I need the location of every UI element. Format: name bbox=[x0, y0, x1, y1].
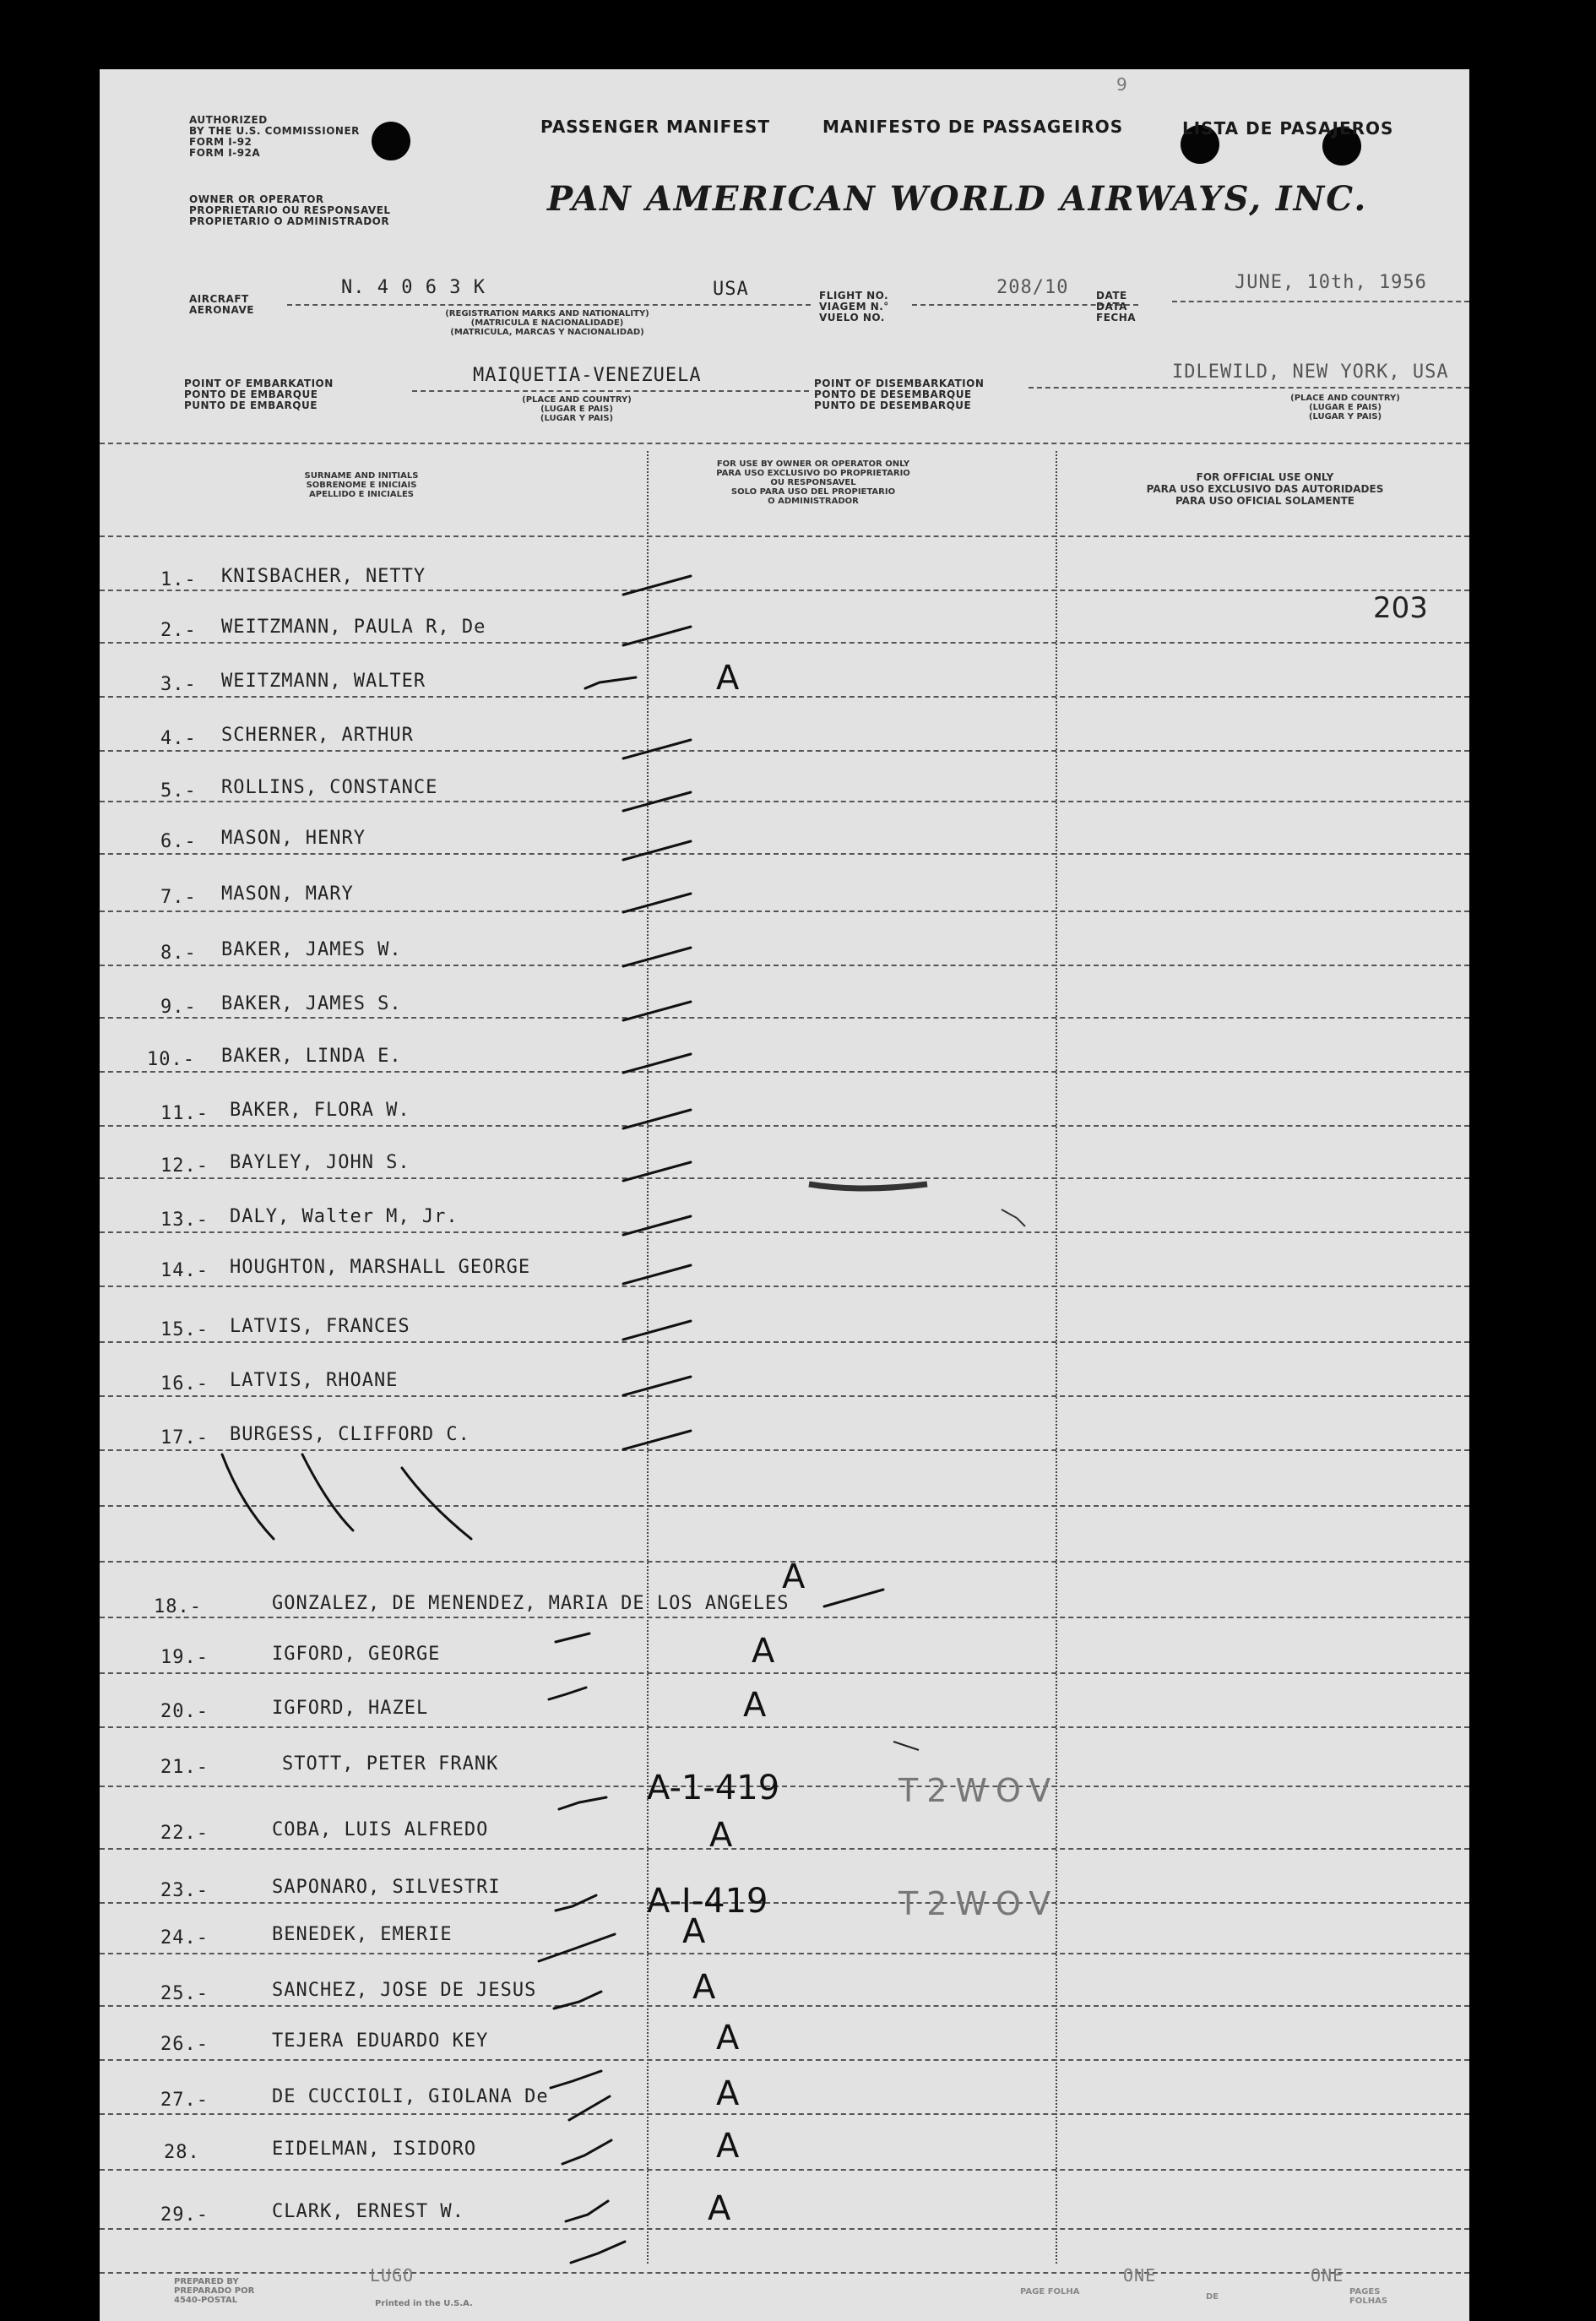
form-text-line: BY THE U.S. COMMISSIONER bbox=[189, 125, 360, 137]
operator-mark: A bbox=[716, 2019, 740, 2057]
row-rule bbox=[100, 2113, 1469, 2115]
passenger-name: CLARK, ERNEST W. bbox=[272, 2201, 464, 2222]
column-header-line: SOLO PARA USO DEL PROPIETARIO bbox=[730, 487, 896, 497]
aircraft-nationality: USA bbox=[713, 279, 749, 300]
flight-label-line: FLIGHT NO. bbox=[819, 290, 889, 302]
form-text-line: AUTHORIZED bbox=[189, 114, 268, 126]
column-header-line: OU RESPONSAVEL bbox=[770, 478, 856, 487]
form-text-line: FORM I-92 bbox=[189, 136, 252, 148]
passenger-number: 6.- bbox=[160, 831, 197, 852]
disembark-place-label bbox=[1248, 394, 1442, 421]
passenger-number: 18.- bbox=[154, 1596, 202, 1617]
disembark-place: IDLEWILD, NEW YORK, USA bbox=[1172, 361, 1449, 383]
page-label-text: PAGES bbox=[1349, 2287, 1381, 2297]
passenger-name: GONZALEZ, DE MENENDEZ, MARIA DE LOS ANGELES bbox=[272, 1593, 790, 1614]
embark-label-line: PUNTO DE EMBARQUE bbox=[184, 400, 318, 411]
column-header-line: FOR OFFICIAL USE ONLY bbox=[1196, 471, 1334, 483]
flight-label-line: VIAGEM N.° bbox=[819, 301, 889, 313]
registration-label-line: (MATRICULA, MARCAS Y NACIONALIDAD) bbox=[450, 328, 644, 337]
footer-rule bbox=[100, 2272, 1469, 2274]
row-rule bbox=[100, 1617, 1469, 1618]
passenger-name: TEJERA EDUARDO KEY bbox=[272, 2030, 489, 2052]
names-column-header bbox=[235, 471, 488, 499]
passenger-number: 15.- bbox=[160, 1319, 209, 1340]
disembark-label-line: PUNTO DE DESEMBARQUE bbox=[814, 400, 972, 411]
page-label-text: PAGE bbox=[1020, 2287, 1045, 2297]
row-rule bbox=[100, 1125, 1469, 1127]
column-header-line: APELLIDO E INICIALES bbox=[309, 490, 414, 499]
operator-mark: A bbox=[682, 1912, 706, 1951]
cancel-stroke bbox=[824, 1590, 883, 1606]
flight-number: 208/10 bbox=[996, 277, 1069, 298]
operator-mark: A bbox=[743, 1686, 767, 1725]
operator-mark: A bbox=[752, 1632, 775, 1671]
check-slash bbox=[623, 1265, 691, 1284]
column-divider bbox=[1056, 451, 1057, 2264]
check-slash bbox=[623, 1054, 691, 1073]
passenger-name: MASON, HENRY bbox=[221, 828, 366, 849]
row-rule bbox=[100, 2059, 1469, 2061]
page-label-text: FOLHA bbox=[1047, 2287, 1080, 2297]
aircraft-registration: N. 4 0 6 3 K bbox=[341, 277, 486, 298]
row-rule bbox=[100, 1726, 1469, 1728]
official-column-header bbox=[1071, 471, 1459, 507]
column-header-line: PARA USO EXCLUSIVO DAS AUTORIDADES bbox=[1146, 483, 1384, 495]
table-top-rule bbox=[100, 443, 1469, 444]
operator-mark: A bbox=[716, 2074, 740, 2113]
cancel-stroke bbox=[302, 1454, 353, 1530]
passenger-name: STOTT, PETER FRANK bbox=[282, 1753, 499, 1775]
column-header-line: SURNAME AND INITIALS bbox=[304, 471, 419, 481]
row-rule bbox=[100, 1017, 1469, 1019]
passenger-name: ROLLINS, CONSTANCE bbox=[221, 777, 438, 798]
passenger-name: BURGESS, CLIFFORD C. bbox=[230, 1424, 470, 1445]
row-rule bbox=[100, 1177, 1469, 1179]
row-rule bbox=[100, 965, 1469, 966]
form-authority bbox=[189, 115, 360, 159]
row-rule bbox=[100, 2169, 1469, 2171]
prepared-label-line: PREPARED BY bbox=[174, 2277, 239, 2286]
tick-mark bbox=[585, 677, 636, 688]
date-label-line: FECHA bbox=[1096, 312, 1137, 323]
passenger-number: 1.- bbox=[160, 569, 197, 590]
passenger-number: 11.- bbox=[160, 1103, 209, 1124]
row-rule bbox=[100, 801, 1469, 802]
title-english: PASSENGER MANIFEST bbox=[540, 117, 770, 137]
place-label-line: (LUGAR Y PAIS) bbox=[540, 414, 614, 423]
embark-place-label bbox=[480, 395, 674, 423]
passenger-number: 29.- bbox=[160, 2204, 209, 2226]
passenger-name: IGFORD, GEORGE bbox=[272, 1644, 441, 1665]
passenger-number: 27.- bbox=[160, 2090, 209, 2111]
tick-mark bbox=[556, 1633, 589, 1642]
place-label-line: (PLACE AND COUNTRY) bbox=[1290, 394, 1400, 403]
row-rule bbox=[100, 1953, 1469, 1954]
passenger-number: 20.- bbox=[160, 1701, 209, 1722]
passenger-name: BAKER, LINDA E. bbox=[221, 1046, 402, 1067]
passenger-number: 21.- bbox=[160, 1757, 209, 1778]
tick-mark bbox=[539, 1934, 615, 1961]
passenger-name: WEITZMANN, PAULA R, De bbox=[221, 617, 486, 638]
tick-mark bbox=[559, 1797, 606, 1809]
date-label-line: DATA bbox=[1096, 301, 1127, 313]
operator-mark: A bbox=[708, 2189, 731, 2228]
row-rule bbox=[100, 1286, 1469, 1287]
operator-mark: A-I-419 bbox=[647, 1882, 768, 1921]
passenger-number: 7.- bbox=[160, 887, 197, 908]
row-rule bbox=[100, 1786, 1469, 1787]
disembark-label-line: PONTO DE DESEMBARQUE bbox=[814, 389, 972, 400]
row-rule bbox=[100, 642, 1469, 644]
passenger-name: EIDELMAN, ISIDORO bbox=[272, 2139, 477, 2160]
passenger-number: 28. bbox=[164, 2142, 200, 2163]
place-label-line: (LUGAR Y PAIS) bbox=[1308, 412, 1382, 421]
row-rule bbox=[100, 1449, 1469, 1451]
underline-mark bbox=[893, 1742, 919, 1750]
place-label-line: (LUGAR E PAIS) bbox=[540, 405, 613, 414]
operator-mark: A bbox=[692, 1968, 716, 2007]
check-slash bbox=[623, 1431, 691, 1449]
passenger-number: 12.- bbox=[160, 1155, 209, 1177]
row-rule bbox=[100, 1505, 1469, 1507]
check-slashes bbox=[623, 576, 691, 1449]
tick-mark bbox=[562, 2140, 611, 2164]
embark-place: MAIQUETIA-VENEZUELA bbox=[473, 365, 702, 386]
passenger-name: BAKER, FLORA W. bbox=[230, 1100, 410, 1121]
passenger-number: 4.- bbox=[160, 728, 197, 749]
passenger-number: 8.- bbox=[160, 943, 197, 964]
column-header-line: FOR USE BY OWNER OR OPERATOR ONLY bbox=[716, 459, 910, 469]
registration-label bbox=[378, 309, 716, 337]
embark-label-line: POINT OF EMBARKATION bbox=[184, 378, 334, 389]
passenger-number: 2.- bbox=[160, 620, 197, 641]
passenger-number: 25.- bbox=[160, 1983, 209, 2004]
row-rule bbox=[100, 590, 1469, 591]
registration-label-line: (MATRICULA E NACIONALIDADE) bbox=[470, 318, 624, 328]
passenger-name: IGFORD, HAZEL bbox=[272, 1698, 429, 1719]
passenger-name: COBA, LUIS ALFREDO bbox=[272, 1819, 489, 1840]
aircraft-label-line: AERONAVE bbox=[189, 304, 254, 316]
column-header-line: O ADMINISTRADOR bbox=[768, 497, 859, 506]
flight-label bbox=[819, 291, 889, 323]
operator-mark: A bbox=[709, 1816, 733, 1855]
page-of: ONE bbox=[1123, 2265, 1157, 2286]
row-rule bbox=[100, 1672, 1469, 1674]
tick-mark bbox=[549, 1688, 586, 1699]
prepared-label bbox=[174, 2277, 254, 2305]
aircraft-underline bbox=[287, 304, 811, 306]
passenger-name: HOUGHTON, MARSHALL GEORGE bbox=[230, 1257, 531, 1278]
row-rule bbox=[100, 1341, 1469, 1343]
disembark-label-line: POINT OF DISEMBARKATION bbox=[814, 378, 985, 389]
title-portuguese: MANIFESTO DE PASSAGEIROS bbox=[822, 117, 1124, 137]
embark-underline bbox=[412, 390, 809, 392]
tick-mark bbox=[566, 2201, 608, 2221]
passenger-name: SCHERNER, ARTHUR bbox=[221, 725, 414, 746]
tick-mark bbox=[551, 2071, 601, 2088]
title-spanish: LISTA DE PASAJEROS bbox=[1182, 118, 1394, 139]
passenger-number: 9.- bbox=[160, 997, 197, 1018]
tick-marks bbox=[539, 677, 636, 2263]
row-rule bbox=[100, 535, 1469, 537]
cancel-stroke bbox=[222, 1454, 274, 1539]
column-divider bbox=[647, 451, 649, 2264]
prepared-by: LUGO bbox=[370, 2265, 415, 2286]
row-rule bbox=[100, 853, 1469, 855]
page-mark: 9 bbox=[1116, 74, 1127, 95]
passenger-number: 22.- bbox=[160, 1823, 209, 1844]
check-slash bbox=[623, 1321, 691, 1340]
smudge-mark bbox=[1002, 1209, 1025, 1226]
check-slash bbox=[623, 740, 691, 758]
date-underline bbox=[1172, 301, 1469, 302]
passenger-number: 3.- bbox=[160, 674, 197, 695]
page-label-text: FOLHAS bbox=[1349, 2297, 1388, 2306]
operator-mark: A bbox=[716, 2127, 740, 2166]
passenger-name: BAKER, JAMES W. bbox=[221, 939, 402, 960]
check-slash bbox=[623, 894, 691, 912]
passenger-number: 10.- bbox=[147, 1049, 195, 1070]
passenger-name: BAKER, JAMES S. bbox=[221, 993, 402, 1014]
passenger-name: DE CUCCIOLI, GIOLANA De bbox=[272, 2086, 549, 2107]
smudge-mark bbox=[809, 1184, 927, 1188]
manifest-sheet bbox=[100, 69, 1469, 2321]
tick-mark bbox=[569, 2096, 610, 2120]
row-rule bbox=[100, 1231, 1469, 1233]
owner-label bbox=[189, 194, 391, 227]
owner-column-header bbox=[640, 459, 986, 506]
date-label-line: DATE bbox=[1096, 290, 1127, 302]
passenger-name: WEITZMANN, WALTER bbox=[221, 671, 426, 692]
operator-mark: A-1-419 bbox=[647, 1769, 780, 1807]
date-label bbox=[1096, 291, 1136, 323]
row-rule bbox=[100, 1395, 1469, 1397]
passenger-name: SAPONARO, SILVESTRI bbox=[272, 1877, 501, 1898]
aircraft-label-line: AIRCRAFT bbox=[189, 293, 249, 305]
passenger-number: 5.- bbox=[160, 780, 197, 802]
place-label-line: (PLACE AND COUNTRY) bbox=[522, 395, 632, 405]
official-note: 203 bbox=[1373, 591, 1428, 625]
place-label-line: (LUGAR E PAIS) bbox=[1309, 403, 1382, 412]
page-label bbox=[1020, 2287, 1080, 2297]
passenger-name: LATVIS, RHOANE bbox=[230, 1370, 399, 1391]
check-slash bbox=[623, 576, 691, 595]
company-name: PAN AMERICAN WORLD AIRWAYS, INC. bbox=[547, 179, 1368, 219]
pages-label bbox=[1349, 2287, 1387, 2306]
flight-date: JUNE, 10th, 1956 bbox=[1235, 272, 1427, 293]
pages-total: ONE bbox=[1311, 2265, 1344, 2286]
prepared-label-line: PREPARADO POR bbox=[174, 2286, 255, 2296]
row-rule bbox=[100, 750, 1469, 752]
row-rule bbox=[100, 1848, 1469, 1850]
tick-mark bbox=[571, 2242, 625, 2263]
printed-note: Printed in the U.S.A. bbox=[375, 2299, 473, 2308]
operator-mark: A bbox=[782, 1557, 806, 1596]
passenger-name: BAYLEY, JOHN S. bbox=[230, 1152, 410, 1173]
cancel-stroke bbox=[402, 1468, 471, 1539]
check-slash bbox=[623, 948, 691, 966]
visa-code: T2WOV bbox=[898, 1772, 1060, 1809]
passenger-number: 13.- bbox=[160, 1209, 209, 1231]
flight-label-line: VUELO NO. bbox=[819, 312, 885, 323]
passenger-name: DALY, Walter M, Jr. bbox=[230, 1206, 459, 1227]
column-header-line: SOBRENOME E INICIAIS bbox=[306, 481, 417, 490]
owner-label-line: PROPIETARIO O ADMINISTRADOR bbox=[189, 215, 390, 227]
disembark-underline bbox=[1029, 387, 1469, 389]
passenger-number: 16.- bbox=[160, 1373, 209, 1394]
check-slash bbox=[623, 841, 691, 860]
passenger-number: 23.- bbox=[160, 1880, 209, 1901]
passenger-name: SANCHEZ, JOSE DE JESUS bbox=[272, 1980, 537, 2001]
check-slash bbox=[623, 1377, 691, 1395]
form-number: 4540-POSTAL bbox=[174, 2296, 238, 2305]
disembark-label bbox=[814, 378, 984, 411]
operator-mark: A bbox=[716, 659, 740, 698]
row-rule bbox=[100, 696, 1469, 698]
row-rule bbox=[100, 1902, 1469, 1904]
aircraft-label bbox=[189, 294, 254, 316]
embark-label bbox=[184, 378, 334, 411]
de-label: DE bbox=[1206, 2292, 1219, 2302]
passenger-number: 26.- bbox=[160, 2034, 209, 2055]
passenger-number: 19.- bbox=[160, 1647, 209, 1668]
visa-code: T2WOV bbox=[898, 1885, 1060, 1922]
passenger-name: LATVIS, FRANCES bbox=[230, 1316, 410, 1337]
passenger-number: 14.- bbox=[160, 1260, 209, 1281]
registration-label-line: (REGISTRATION MARKS AND NATIONALITY) bbox=[445, 309, 649, 318]
form-text-line: FORM I-92A bbox=[189, 147, 261, 159]
row-rule bbox=[100, 2005, 1469, 2007]
passenger-number: 24.- bbox=[160, 1927, 209, 1949]
row-rule bbox=[100, 1071, 1469, 1073]
row-rule bbox=[100, 2228, 1469, 2230]
column-header-line: PARA USO OFICIAL SOLAMENTE bbox=[1175, 495, 1355, 507]
passenger-name: BENEDEK, EMERIE bbox=[272, 1924, 453, 1945]
row-rule bbox=[100, 910, 1469, 912]
punch-hole-icon bbox=[372, 122, 410, 160]
passenger-name: MASON, MARY bbox=[221, 883, 354, 905]
passenger-number: 17.- bbox=[160, 1427, 209, 1449]
column-header-line: PARA USO EXCLUSIVO DO PROPRIETARIO bbox=[716, 469, 910, 478]
owner-label-line: PROPRIETARIO OU RESPONSAVEL bbox=[189, 204, 391, 216]
owner-label-line: OWNER OR OPERATOR bbox=[189, 193, 324, 205]
passenger-name: KNISBACHER, NETTY bbox=[221, 566, 426, 587]
embark-label-line: PONTO DE EMBARQUE bbox=[184, 389, 318, 400]
